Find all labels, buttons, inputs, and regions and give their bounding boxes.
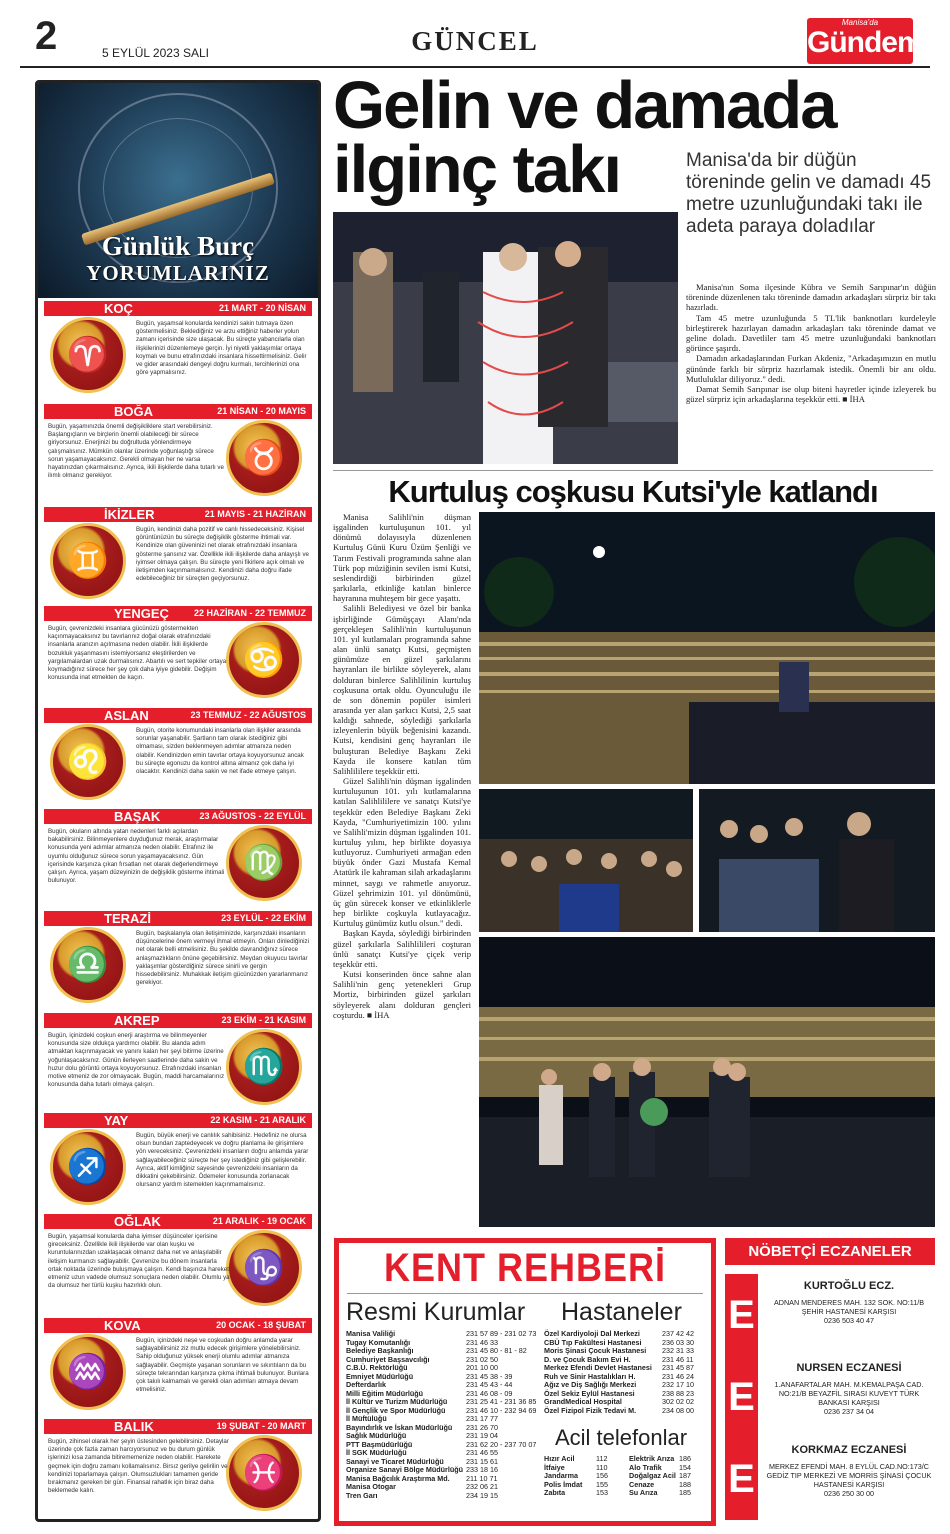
directory-name: Moris Şinasi Çocuk Hastanesi (544, 1346, 647, 1355)
directory-name: Manisa Bağcılık Araştırma Md. (346, 1473, 450, 1483)
horoscope-sign (44, 507, 312, 605)
story1-deck: Manisa'da bir düğün töreninde gelin ve damadı 45 metre uzunluğundaki takı ile adeta paraya doladılar (686, 150, 932, 237)
story2-paragraph: Başkan Kayda, söylediği birbirinden güzel şarkılarla Salihlilileri coşturan ünlü sanatçı Kutsi'ye çiçek verip teşekkür etti. (333, 928, 471, 969)
zodiac-medal-icon: ♊ (50, 523, 126, 599)
directory-row (544, 1407, 694, 1416)
sign-text: Bugün, yaşamsal konularda kendinizi sakin tutmaya özen göstermelisiniz. Beklediğiniz ve arzu ettiğiniz haberler yolun zamanı içerisinde size ulaşacak. Bu süreçte yabancılarla olan ilişkilerinizi düzenlemeye gerçin. İyi niyetli yaklaşımlar ortaya koymalı ve bunu etrafınızdaki insanlara hissettirmelisiniz. Gelir ve gider arasındaki dengeyi doğru kurmalı, tercihlerinizi ona göre yapmalısınız. (136, 320, 307, 377)
pharmacy-address (763, 1462, 935, 1498)
sign-text: Bugün, içinizdeki coşkun enerji araştırma ve bilinmeyenler konusunda size oldukça yardımcı olabilir. Bu alanda adım atmaktan kaçınmayacak ve yanını kalan her şeyi bitirme üzerine yoğunlaşacaksınız. Günün ilerleyen saatlerinde daha sakin ve huzur dolu görüntü ortaya koyuyorsunuz. Etrafınızdaki insanları motive etmeniz de zor olmayacak. Bugün, maddi harcamalarınız konusunda daha tutarlı olmaya çalışın. (48, 1032, 225, 1089)
zodiac-medal-icon: ♉ (226, 420, 302, 496)
horoscope-sign (44, 809, 312, 907)
directory-phone: 231 46 24 (662, 1371, 694, 1381)
story1-headline-line2: ilginç takı (333, 132, 621, 207)
directory-name: Ağız ve Diş Sağlığı Merkezi (544, 1380, 637, 1389)
page-number: 2 (35, 14, 58, 58)
sign-dates: 23 EYLÜL - 22 EKİM (221, 913, 306, 923)
crowd-selfie-photo (479, 789, 693, 932)
pharmacy-name: KORKMAZ ECZANESİ (791, 1444, 907, 1456)
directory-name: Özel Kardiyoloji Dal Merkezi (544, 1329, 640, 1338)
logo-text: Gündem (807, 26, 923, 59)
horoscope-column (35, 80, 321, 1522)
directory-name: Elektrik Arıza (629, 1454, 675, 1463)
directory-phone: 232 06 21 (466, 1482, 498, 1491)
directory-phone: 232 31 33 (662, 1346, 694, 1355)
emergency-phones-list-1 (544, 1455, 608, 1498)
zodiac-medal-icon: ♌ (50, 724, 126, 800)
directory-phone: 231 19 04 (466, 1431, 498, 1440)
story2-headline: Kurtuluş coşkusu Kutsi'yle katlandı (388, 474, 878, 509)
sign-name: KOÇ (104, 301, 133, 316)
sign-name: BAŞAK (114, 809, 161, 824)
zodiac-medal-icon: ♓ (226, 1435, 302, 1511)
directory-name: Özel Fizipol Fizik Tedavi M. (544, 1405, 637, 1415)
horoscope-subtitle: YORUMLARINIZ (86, 261, 270, 285)
sign-dates: 21 ARALIK - 19 OCAK (212, 1216, 306, 1226)
directory-name: Özel Sekiz Eylül Hastanesi (544, 1388, 635, 1398)
sign-text: Bugün, yaşamsal konularda daha iyimser düşünceler içerisine gireceksiniz. Özellikle ikili ilişkilerde var olan kuşku ve kuruntularınızdan uzaklaşacak olmanız daha net ve anlaşılabilir iletişim kurmanızı sağlayabilir. Çevrenize bu dönem insanlarla ortak noktada üzerinde buluşmaya çalışın. Kendi başınıza hareket etmeniz uzun vadede olumsuz sonuçlara neden olabilir. Olumlu ya da olumsuz her türlü kuşku hazırlıklı olun. (48, 1233, 230, 1290)
sign-dates: 22 HAZİRAN - 22 TEMMUZ (193, 608, 306, 618)
sign-name: YENGEÇ (114, 606, 169, 621)
directory-name: PTT Başmüdürlüğü (346, 1439, 413, 1449)
directory-phone: 156 (596, 1471, 608, 1480)
directory-phone: 231 45 38 - 39 (466, 1371, 513, 1381)
pharmacy-name: KURTOĞLU ECZ. (803, 1280, 895, 1292)
horoscope-sign (44, 1318, 312, 1416)
directory-phone: 232 17 10 (662, 1380, 694, 1389)
sign-name: AKREP (114, 1013, 160, 1028)
zodiac-medal-icon: ♏ (226, 1029, 302, 1105)
sign-text: Bugün, zihinsel olarak her şeyin üstesinden gelebilirsiniz. Detaylar üzerinde çok fazla zaman harcıyorsunuz ve bu durum günlük işlerinizi kısa zamanda bitirememenize neden olabilir. Harekete geçmek için doğru zamanı kollamalısınız. Birsız gerilye gelirilin ve kendinizi toparlamaya çalışın. Olumsuzlukları tamamen geride bırakmanız gereken bir gün. Finansal rahatlık için biraz daha beklemede kalın. (48, 1438, 229, 1495)
pharmacy-item (725, 1356, 935, 1438)
directory-phone: 112 (596, 1454, 608, 1463)
directory-phone: 231 02 50 (466, 1354, 498, 1364)
directory-name: Sağlık Müdürlüğü (346, 1431, 407, 1440)
directory-phone: 231 25 41 - 231 36 85 (466, 1397, 537, 1406)
directory-phone: 231 46 11 (662, 1354, 694, 1364)
directory-phone: 185 (679, 1488, 691, 1497)
directory-phone: 233 18 16 (466, 1465, 498, 1474)
sign-text: Bugün, kendinizi daha pozitif ve canlı hissedeceksiniz. Kişisel görüntünüzün bu süreçte değişiklik gösterme ihtimali var. Kendinize olan güveninizi net olarak etrafınızdaki insanlara gösterme şansınız var. Özellikle ikili ilişkilerde daha anlayışlı ve iyimser olmaya çalışın. Bu süreçte yeni fikirlere açık olmalı ve iletişimden kaçınmamalısınız. Kendinizi daha doğru ifade edebileceğiniz bir süreçten geçiyorsunuz. (136, 526, 309, 583)
horoscope-sign (44, 404, 312, 502)
pharmacy-address (763, 1298, 935, 1325)
story2-body (333, 512, 471, 1020)
directory-name: İl Müftülüğü (346, 1414, 387, 1423)
zodiac-medal-icon: ♑ (226, 1230, 302, 1306)
directory-name: Manisa Otogar (346, 1482, 396, 1491)
sign-name: KOVA (104, 1318, 141, 1333)
pharmacy-e-icon: E (725, 1438, 758, 1520)
horoscope-sign (44, 301, 312, 399)
sign-name: TERAZİ (104, 911, 151, 926)
sign-name: BALIK (114, 1419, 154, 1434)
directory-phone: 231 45 80 - 81 - 82 (466, 1346, 527, 1355)
city-directory (334, 1238, 716, 1526)
hospitals-heading: Hastaneler (561, 1298, 682, 1326)
directory-phone: 231 46 33 (466, 1337, 498, 1347)
newspaper-logo (807, 18, 923, 64)
zodiac-medal-icon: ♋ (226, 622, 302, 698)
story1-paragraph: Damadın arkadaşlarından Furkan Akdeniz, "Arkadaşımızın en mutlu gününde farklı bir sürpriz hazırlamak istedik. Önemli bir anı oldu. Mutluluklar diliyoruz." dedi. (686, 353, 936, 384)
directory-phone: 231 45 87 (662, 1363, 694, 1372)
pharmacies-on-duty (725, 1238, 935, 1526)
directory-name: Tugay Komutanlığı (346, 1337, 411, 1347)
hospitals-list (544, 1330, 694, 1415)
directory-phone: 231 46 55 (466, 1448, 498, 1457)
horoscope-sign (44, 1419, 312, 1517)
story2-paragraph: Salihli Belediyesi ve özel bir banka işbirliğinde Gümüşçayı Alanı'nda gerçekleşen Salihli'nin kurtuluşunun 101. yıl kutlamaları programında sahne alan ünlü sanatçı Kutsi, geçmişten günümüze en güzel şarkılarını hayranları ile birlikte söyleyerek, alanı dolduran binlerce Salihlilinin kurtuluş coşkusuna ortak oldu. Oyunculuğu ile de son dönemin popüler isimleri arasında yer alan şarkıcı Kutsi, 2,5 saat kaldığı sahnede, söylediği şarkılarla izleyenlerin büyük beğenisini kazandı. Kutsi, kendisini genç hayranları ile buluşturan Belediye Başkanı Zeki Kayda ile konsere katılan tüm Salihlililere teşekkür etti. (333, 603, 471, 776)
story1-paragraph: Tam 45 metre uzunluğunda 5 TL'lik banknotları kurdeleyle birleştirerek hazırlayan damadın arkadaşları takı töreninde damat ve geline doladı. Davetliler tam 45 metre uzunluğundaki banknotları görünce şaşırdı. (686, 312, 936, 354)
pharmacy-phone: 0236 503 40 47 (824, 1316, 874, 1325)
directory-name: Belediye Başkanlığı (346, 1346, 414, 1355)
directory-name: Emniyet Müdürlüğü (346, 1371, 414, 1381)
directory-name: Defterdarlık (346, 1380, 386, 1389)
sign-dates: 19 ŞUBAT - 20 MART (216, 1421, 306, 1431)
directory-phone: 238 88 23 (662, 1388, 694, 1398)
directory-phone: 155 (596, 1479, 608, 1489)
wedding-photo (333, 212, 678, 464)
story1-body (686, 282, 936, 404)
sign-dates: 23 TEMMUZ - 22 AĞUSTOS (190, 710, 306, 720)
official-institutions-list (346, 1330, 536, 1500)
directory-name: Manisa Valiliği (346, 1329, 396, 1338)
sign-name: İKİZLER (104, 507, 155, 522)
sign-text: Bugün, içinizdeki neşe ve coşkudan doğru anlamda yarar sağlayabilirsiniz ziz mutlu edecek girişimlere yönelebilirsiniz. Sahip olduğunuz yüksek enerji olumlu adımlar atmanıza sağlayabilir. Geçmişte yaşanan sorunların ve sıkıntıların da bu süreçte tekrarından karşınıza çıkma ihtimali bulunuyor. Bunlara çok takılı kalmamalı ve gerekli olan adımları atmaya devam etmelisiniz. (136, 1337, 309, 1394)
sign-dates: 21 MAYIS - 21 HAZİRAN (204, 509, 306, 519)
pharmacy-name: NURSEN ECZANESİ (796, 1362, 902, 1374)
directory-name: GrandMedical Hospital (544, 1397, 622, 1406)
zodiac-medal-icon: ♐ (50, 1129, 126, 1205)
sign-text: Bugün, otorite konumundaki insanlarla olan ilişkiler arasında sorunlar yaşanabilir. Şartların tam olarak istediğiniz gibi olmaması, sizden beklenmeyen adımlar atmanıza neden olabilir. Kendinizden emin tavırlar ortaya koyuyorsunuz ancak bu süreçte egonuzu da kontrol altına almanız çok daha iyi olacaktır. Kendinizi daha sakin ve net ifade etmeye çalışın. (136, 727, 304, 776)
pharmacy-item (725, 1274, 935, 1356)
directory-name: Jandarma (544, 1471, 578, 1480)
pharmacy-phone: 0236 237 34 04 (824, 1407, 874, 1416)
sign-text: Bugün, başkalarıyla olan iletişiminizde, karşınızdaki insanların düşüncelerine önem vermeyi ihmal etmeyin. Onları dinlediğinizi net olarak belli etmelisiniz. Bu şekilde davrandığınız sürece anlaşmazlıkların önüne geçebilirsiniz. Meydan okuyucu tavırlar yaklaşımlar gösterdiğiniz sürece sinirli ve gergin hissedebilirsiniz. Muhakkak iletişim gücünüzden yararlanmanız gerekiyor. (136, 930, 309, 987)
sign-text: Bugün, yaşamınızda önemli değişikliklere start verebilirsiniz. Başlangıçların ve birçlerin önemli olabileceği bir sürece giriyorsunuz. Enerjinizi bu doğrultuda yönlendirmeye çalışmalısınız. Mümkün olanlar üzerinde yoğunlaştığı sürece sorun yaşamayacaksınız. Gerekli olmayan her ne varsa hayatınızdan çıkarmalısınız. Ayrıca, ikili ilişkilerde daha tutarlı ve ilımlı olmanız gerekiyor. (48, 423, 224, 480)
pharmacies-title: NÖBETÇİ ECZANELER (725, 1238, 935, 1265)
pharmacy-address-text: 1.ANAFARTALAR MAH. M.KEMALPAŞA CAD. NO:21/B BEYAZFİL SIRASI KUVEYT TÜRK BANKASI KARŞISI (774, 1380, 924, 1407)
directory-phone: 201 10 00 (466, 1363, 498, 1372)
horoscope-sign (44, 1013, 312, 1111)
emergency-phones-list-2 (629, 1455, 691, 1498)
sign-dates: 22 KASIM - 21 ARALIK (210, 1115, 306, 1125)
directory-name: Doğalgaz Acil (629, 1471, 676, 1480)
directory-phone: 110 (596, 1462, 608, 1472)
directory-name: İl Gençlik ve Spor Müdürlüğü (346, 1405, 446, 1415)
directory-name: Ruh ve Sinir Hastalıkları H. (544, 1371, 636, 1381)
sign-dates: 23 EKİM - 21 KASIM (221, 1015, 306, 1025)
pharmacy-address-text: ADNAN MENDERES MAH. 132 SOK. NO:11/B ŞEHİR HASTANESİ KARŞISI (773, 1298, 925, 1316)
directory-phone: 231 26 70 (466, 1422, 498, 1432)
pharmacy-address (763, 1380, 935, 1416)
directory-name: Polis İmdat (544, 1479, 583, 1489)
story1-headline-line1: Gelin ve damada (333, 68, 836, 143)
directory-phone: 153 (596, 1488, 608, 1497)
directory-name: Milli Eğitim Müdürlüğü (346, 1388, 424, 1398)
directory-phone: 234 19 15 (466, 1490, 498, 1500)
horoscope-sign (44, 1113, 312, 1211)
directory-name: Cenaze (629, 1479, 655, 1489)
directory-name: D. ve Çocuk Bakım Evi H. (544, 1354, 631, 1364)
directory-name: İl SGK Müdürlüğü (346, 1448, 407, 1457)
pharmacy-item (725, 1438, 935, 1520)
directory-name: İl Kültür ve Turizm Müdürlüğü (346, 1397, 448, 1406)
directory-name: Bayındırlık ve İskan Müdürlüğü (346, 1422, 453, 1432)
zodiac-medal-icon: ♎ (50, 927, 126, 1003)
sign-dates: 20 OCAK - 18 ŞUBAT (216, 1320, 306, 1330)
zodiac-medal-icon: ♒ (50, 1334, 126, 1410)
sign-text: Bugün, okuların altında yatan nedenleri farklı açılardan bakabilirsiniz. Bilinmeyenlere duyduğunuz merak, araştırmalar konusunda yeni adımlar atmanıza neden olabilir. Etrafınız ile uyumlu olduğunuz sürece sorun yaşamayacaksınız. Gün içerisinde karşınıza çıkan fırsatları net olarak değerlendirmeye çalışın. Ayrıca, yaşam düzeyinizin de değişiklik gösterme ihtimali bulunuyor. (48, 828, 225, 885)
sign-dates: 21 MART - 20 NİSAN (218, 303, 306, 313)
directory-name: Su Arıza (629, 1488, 658, 1497)
directory-row (544, 1489, 608, 1498)
directory-phone: 186 (679, 1454, 691, 1463)
directory-divider (347, 1293, 703, 1294)
story1-paragraph: Manisa'nın Soma ilçesinde Kübra ve Semih Sarıpınar'ın düğün töreninde düzenlenen takı töreninde damadın arkadaşları sürpriz bir takı hazırladı. (686, 282, 936, 313)
sign-dates: 21 NİSAN - 20 MAYIS (217, 406, 306, 416)
story-divider (333, 470, 933, 471)
directory-phone: 154 (679, 1462, 691, 1472)
pharmacy-e-icon: E (725, 1356, 758, 1438)
directory-phone: 231 45 43 - 44 (466, 1380, 513, 1389)
directory-name: CBÜ Tıp Fakültesi Hastanesi (544, 1337, 642, 1347)
directory-phone: 231 46 10 - 232 94 69 (466, 1405, 537, 1415)
directory-phone: 231 46 08 - 09 (466, 1388, 513, 1398)
horoscope-sign (44, 606, 312, 704)
directory-row (346, 1492, 536, 1501)
pharmacy-address-text: MERKEZ EFENDİ MAH. 8 EYLÜL CAD.NO:173/C GEDİZ TIP MERKEZİ VE MORRİS ŞİNASİ ÇOCUK HASTANESİ KARŞISI (766, 1462, 932, 1489)
directory-row (629, 1489, 691, 1498)
directory-phone: 231 57 89 - 231 02 73 (466, 1329, 537, 1338)
directory-name: Hızır Acil (544, 1454, 575, 1463)
issue-date: 5 EYLÜL 2023 SALI (102, 46, 209, 60)
directory-name: C.B.Ü. Rektörlüğü (346, 1363, 408, 1372)
story1-paragraph: Damat Semih Sarıpınar ise olup biteni hayretler içinde izleyerek bu güzel sürpriz için arkadaşlarına teşekkür etti. ■ İHA (686, 384, 936, 405)
directory-phone: 231 62 20 - 237 70 07 (466, 1439, 537, 1449)
horoscope-sign (44, 1214, 312, 1312)
horoscope-sign (44, 911, 312, 1009)
section-title: GÜNCEL (411, 26, 539, 56)
emergency-phones-heading: Acil telefonlar (555, 1425, 688, 1450)
directory-phone: 211 10 71 (466, 1473, 498, 1483)
pharmacy-phone: 0236 250 30 00 (824, 1489, 874, 1498)
horoscope-title: Günlük Burç (101, 231, 255, 261)
story2-paragraph: Güzel Salihli'nin düşman işgalinden kurtuluşunun 101. yılı kutlamalarına katılan Salihlililere ve sanatçı Kutsi'ye teşekkür eden Belediye Başkanı Zeki Kayda, "Cumhuriyetimizin 100. yılını ve Salihli'mizin düşman işgalinden 101. kurtuluş yılını, hep birlikte doyasıya kutluyoruz. Cumhuriyeti armağan eden büyük önder Gazi Mustafa Kemal Atatürk ile kahraman silah arkadaşlarını minnet, saygı ve rahmetle anıyoruz. Güzel şehrimizin 101. yıl dönümünü, üç gün sürecek konser ve etkinliklerle hep birlikte coşkuyla kutlayacağız. Kurtuluş günümüz kutlu olsun." dedi. (333, 776, 471, 929)
directory-name: Tren Garı (346, 1490, 378, 1500)
sign-name: OĞLAK (114, 1214, 161, 1229)
singer-stage-photo (699, 789, 935, 932)
story2-paragraph: Manisa Salihli'nin düşman işgalinden kurtuluşunun 101. yıl dönümü dolayısıyla düzenlenen Kurtuluş Günü Kuru Üzüm Şenliği ve Tarım Festivali programında sahne alan Türk pop müziğinin sevilen ismi Kutsi, seslendirdiği birbirinden güzel şarkılarla, etkinliğe katılan binlerce hayranına muhteşem bir gece yaşattı. (333, 512, 471, 604)
directory-name: Organize Sanayi Bölge Müdürlüğü (346, 1465, 464, 1474)
directory-phone: 236 03 30 (662, 1337, 694, 1347)
directory-name: İtfaiye (544, 1462, 565, 1472)
directory-phone: 231 15 61 (466, 1456, 498, 1466)
sign-dates: 23 AĞUSTOS - 22 EYLÜL (199, 811, 306, 821)
directory-name: Alo Trafik (629, 1462, 662, 1472)
directory-phone: 187 (679, 1471, 691, 1480)
directory-phone: 231 17 77 (466, 1414, 498, 1423)
sign-name: BOĞA (114, 404, 153, 419)
zodiac-medal-icon: ♍ (226, 825, 302, 901)
sign-name: ASLAN (104, 708, 149, 723)
logo-tagline: Manisa'da (841, 18, 879, 27)
sign-text: Bugün, çevrenizdeki insanlara gücünüzü göstermekten kaçınmayacaksınız bu tavırlarınız doğal olarak etrafınızdaki insanlarla aranızın açılmasına neden olabilir. İkili ilişkilerde bozukluk yaşanmasını istemiyorsanız eleştirilerden ve yargılamalardan uzak durmalısınız. Abartılı ve sert tepkiler ortaya koymadığınız sürece her şey çok daha iyiye gidebilir. Değişim konusunda inat etmekten de kaçın. (48, 625, 227, 682)
concert-crowd-photo (479, 512, 935, 784)
directory-name: Zabıta (544, 1488, 566, 1497)
sign-name: YAY (104, 1113, 129, 1128)
horoscope-sign (44, 708, 312, 806)
directory-phone: 234 08 00 (662, 1405, 694, 1415)
story2-paragraph: Kutsi konserinden önce sahne alan Salihli'nin genç yetenekleri Grup Mortiz, birbirinden güzel şarkıları söyleyerek alanı dolduran gençleri coşturdu. ■ İHA (333, 969, 471, 1020)
stage-ceremony-photo (479, 937, 935, 1227)
pharmacy-e-icon: E (725, 1274, 758, 1356)
directory-phone: 188 (679, 1479, 691, 1489)
directory-name: Merkez Efendi Devlet Hastanesi (544, 1363, 652, 1372)
official-institutions-heading: Resmi Kurumlar (346, 1298, 526, 1326)
sign-text: Bugün, büyük enerji ve canlılık sahibisiniz. Hedefiniz ne olursa olsun bundan zaptedeyecek ve doğru planlama ile girişimlere yön vereceksiniz. Çevrenizdeki insanların doğru anlamda yarar sağlayabileceğiniz süreçte her şey istediğiniz gibi gelişlerebilir. Ayrıca, aktif kimliğiniz sayesinde çevrenizdeki insanların da dikkatini çekebilirsiniz. Ödemeler konusunda zorlanacak olursanız yardım istemekten kaçınmamalısınız. (136, 1132, 309, 1189)
zodiac-medal-icon: ♈ (50, 317, 126, 393)
directory-phone: 237 42 42 (662, 1329, 694, 1338)
directory-name: Sanayi ve Ticaret Müdürlüğü (346, 1456, 444, 1466)
directory-phone: 302 02 02 (662, 1397, 694, 1406)
directory-name: Cumhuriyet Başsavcılığı (346, 1354, 430, 1364)
city-directory-title: KENT REHBERİ (383, 1244, 667, 1290)
